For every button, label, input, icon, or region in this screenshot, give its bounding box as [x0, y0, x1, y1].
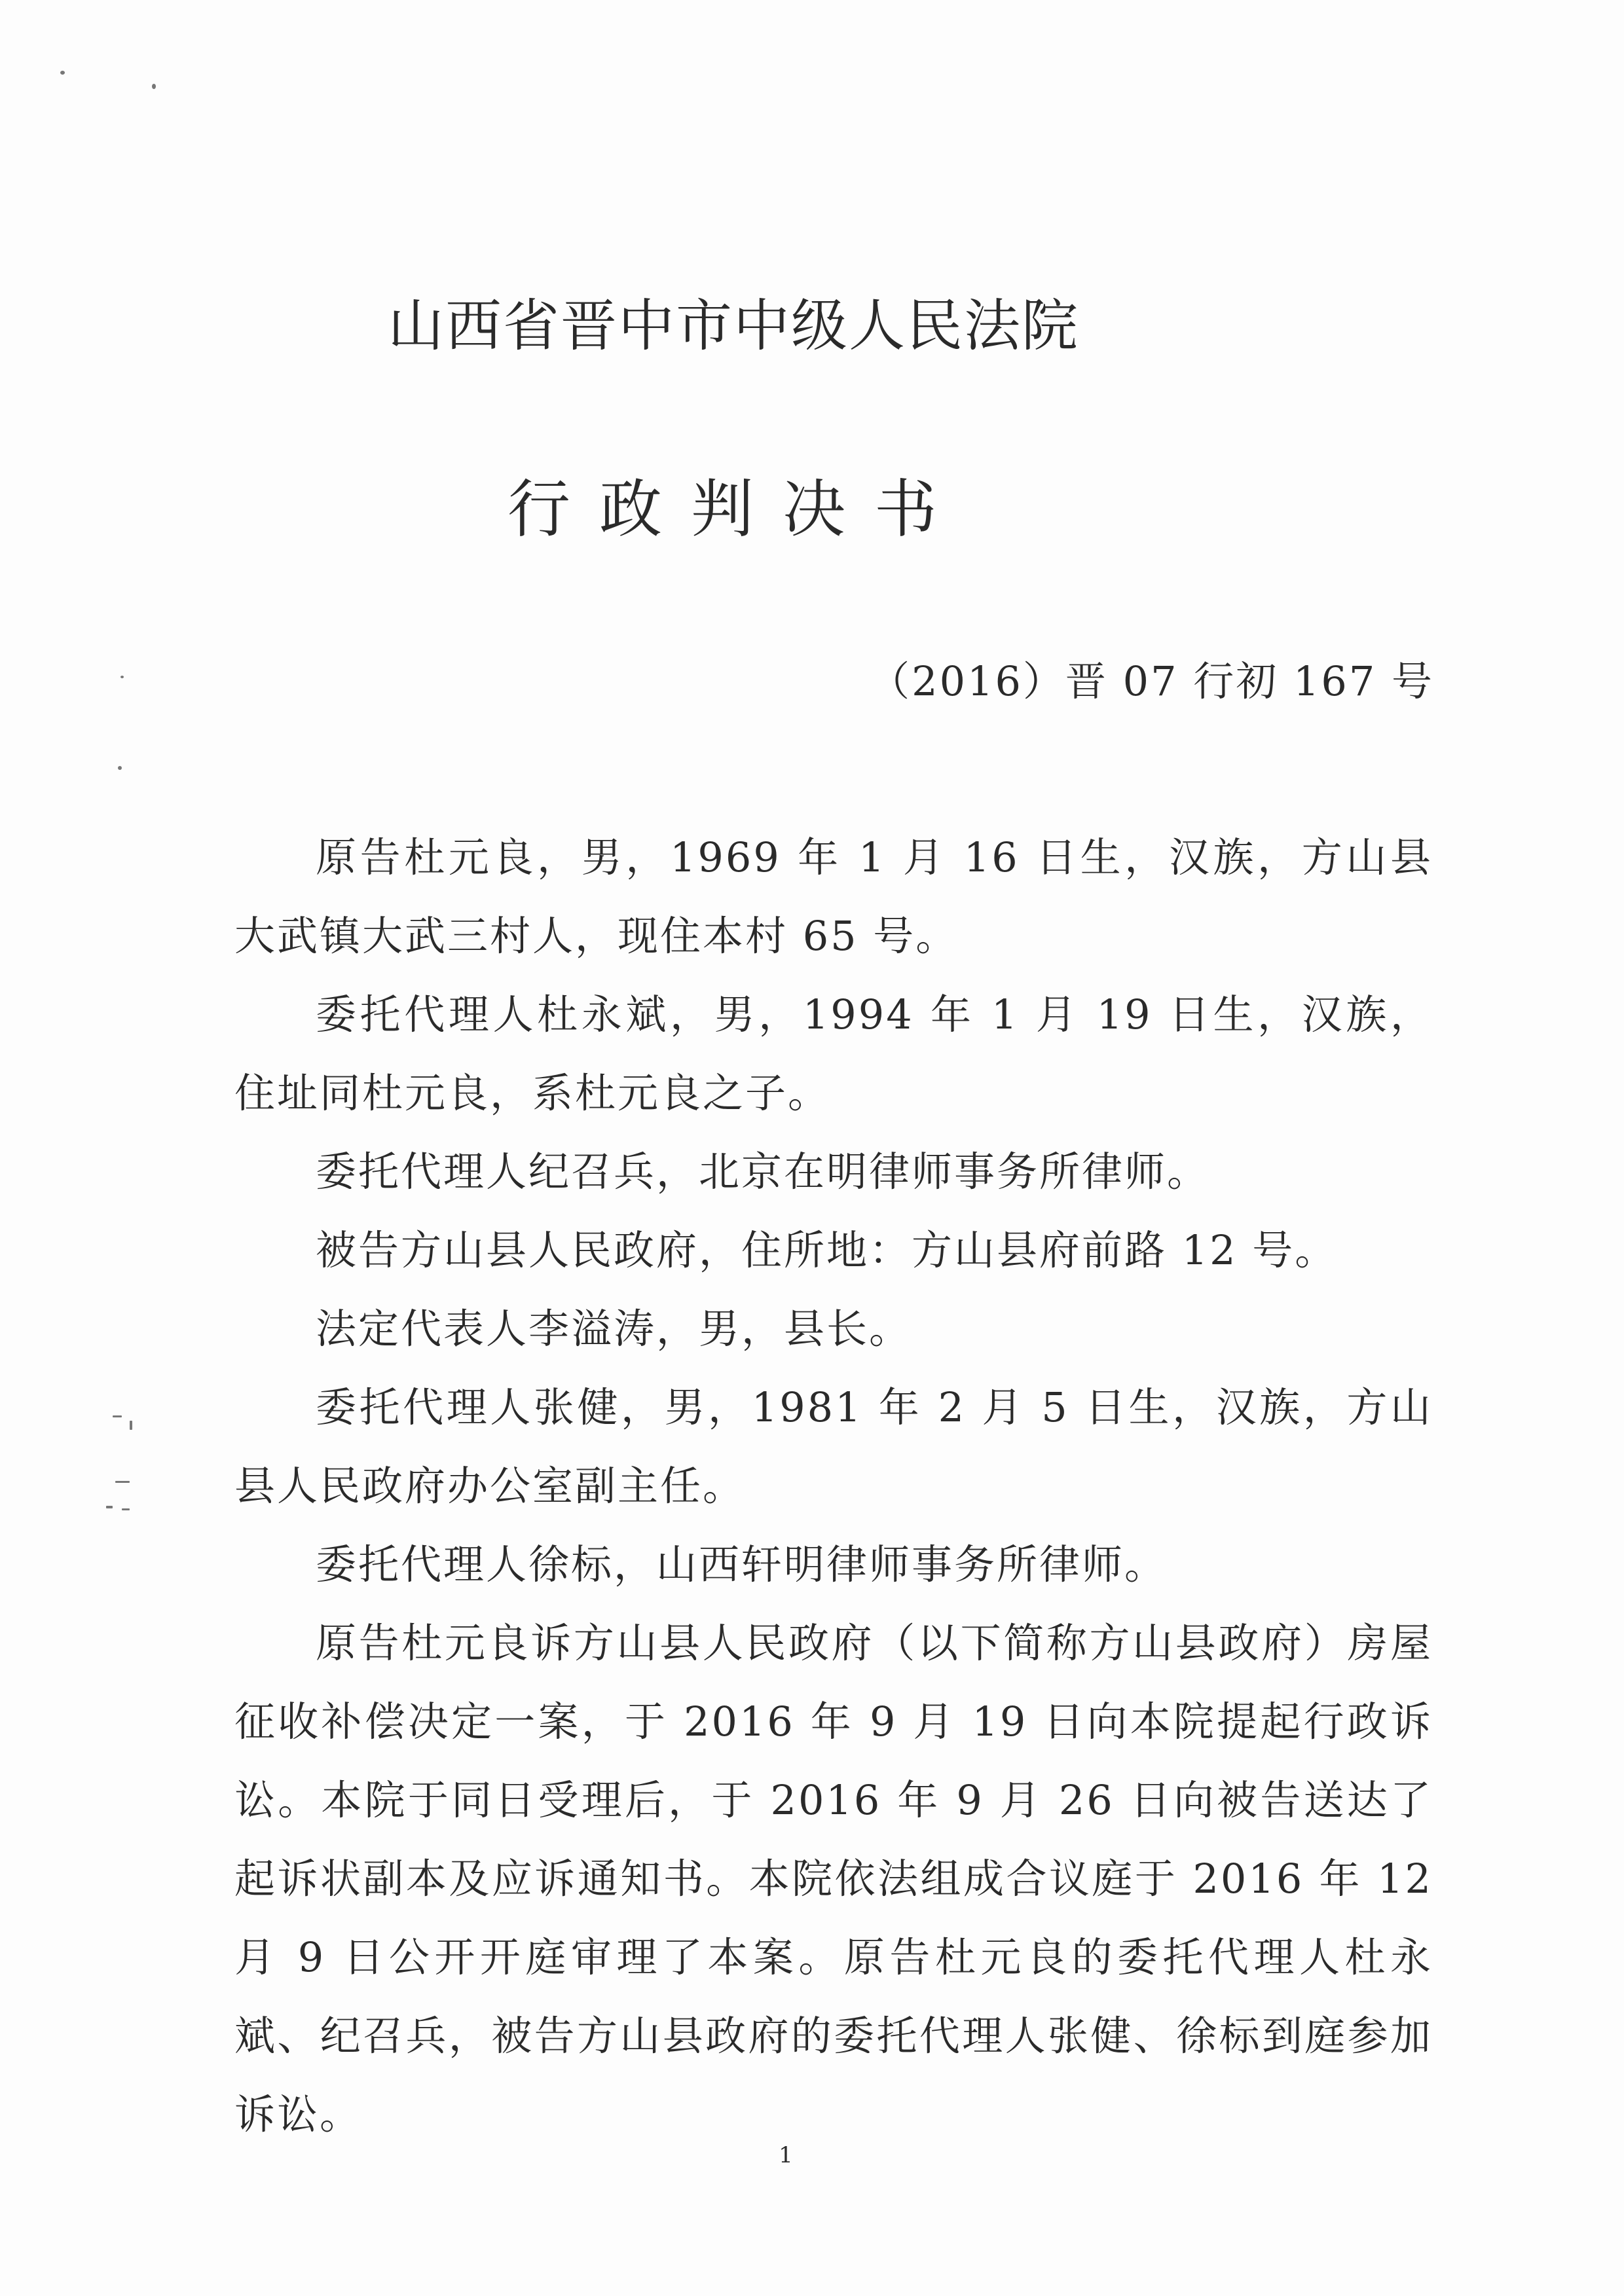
paragraph-plaintiff-agent-1: 委托代理人杜永斌，男，1994 年 1 月 19 日生，汉族，住址同杜元良，系杜元良之子。	[234, 991, 1433, 1117]
court-name: 山西省晋中市中级人民法院	[388, 293, 1079, 359]
paragraph-plaintiff: 原告杜元良，男，1969 年 1 月 16 日生，汉族，方山县大武镇大武三村人，现住本村 65 号。	[234, 833, 1433, 960]
document-title: 行政判决书	[507, 473, 966, 546]
scan-speck	[118, 766, 122, 770]
scan-speck	[130, 1421, 132, 1430]
paragraph-case-background: 原告杜元良诉方山县人民政府（以下简称方山县政府）房屋征收补偿决定一案，于 2016 年 9 月 19 日向本院提起行政诉讼。本院于同日受理后，于 2016 年 9 月 26 日向被告送达了起诉状副本及应诉通知书。本院依法组成合议庭于 2016 年 12 月 9 日公开开庭审理了本案。原告杜元良的委托代理人杜永斌、纪召兵，被告方山县政府的委托代理人张健、徐标到庭参加诉讼。	[234, 1619, 1433, 2138]
scan-speck	[106, 1506, 113, 1508]
page-number: 1	[779, 2142, 793, 2168]
paragraph-defendant-agent-2: 委托代理人徐标，山西轩明律师事务所律师。	[316, 1540, 1168, 1588]
scan-speck	[120, 676, 124, 678]
scan-speck	[152, 84, 156, 89]
judgment-body	[234, 818, 1433, 2154]
scan-speck	[60, 71, 65, 75]
paragraph-legal-representative: 法定代表人李溢涛，男，县长。	[316, 1305, 912, 1353]
scan-speck	[113, 1415, 122, 1417]
paragraph-defendant-agent-1: 委托代理人张健，男，1981 年 2 月 5 日生，汉族，方山县人民政府办公室副主任。	[234, 1383, 1433, 1510]
scan-speck	[115, 1481, 130, 1483]
paragraph-defendant: 被告方山县人民政府，住所地：方山县府前路 12 号。	[316, 1226, 1338, 1274]
case-number: （2016）晋 07 行初 167 号	[869, 657, 1434, 705]
paragraph-plaintiff-agent-2: 委托代理人纪召兵，北京在明律师事务所律师。	[316, 1148, 1210, 1195]
scan-speck	[122, 1508, 130, 1510]
